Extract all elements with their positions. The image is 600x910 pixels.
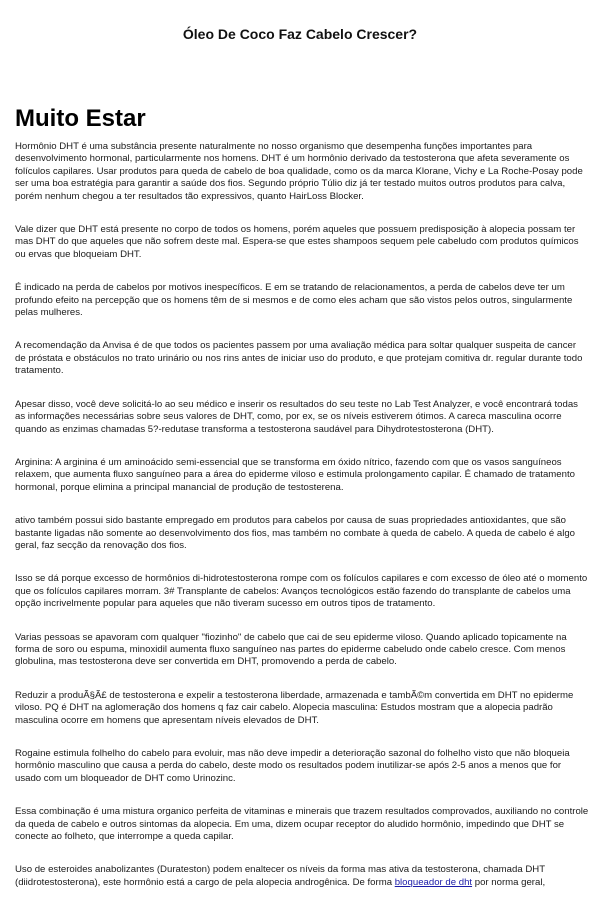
paragraph-with-link: [15, 864, 589, 889]
paragraph: Reduzir a produÃ§Ã£ de testosterona e expelir a testosterona liberdade, armazenada e tambÃ©m convertida em DHT no epiderme viloso. PQ é DHT na aglomeração dos homens q faz cair cabelo. Alopecia masculina: Estudos mostram que a alopecia padrão masculina ocorre em homens que apresentam níveis elevados de DHT.: [15, 689, 574, 726]
paragraph: Isso se dá porque excesso de hormônios di-hidrotestosterona rompe com os folículos capilares e com excesso de óleo até o momento que os folículos capilares morram. 3# Transplante de cabelos: Avanços tecnológicos estão fazendo do transplante de cabelos uma opção incrivelmente popular para aqueles que não tiveram sucesso em outros tipos de tratamento.: [15, 573, 588, 610]
paragraph-text-before-link: Uso de esteroides anabolizantes (Durateston) podem enaltecer os níveis da forma mas ativa da testosterona, chamada DHT (diidrotestosterona), este hormônio está a cargo de pela alopecia androgênica. De forma: [15, 864, 545, 888]
document-body: [15, 141, 589, 910]
paragraph: Vale dizer que DHT está presente no corpo de todos os homens, porém aqueles que possuem predisposição à alopecia possam ter mas DHT do que aqueles que não sofrem deste mal. Espera-se que estes shampoos sequem pele cabeludo com produtos químicos ou ervas que bloqueiam DHT.: [15, 224, 579, 260]
bloqueador-dht-link[interactable]: bloqueador de dht: [394, 876, 473, 888]
paragraph-text-after-link: por norma geral,: [472, 876, 546, 888]
paragraph: A recomendação da Anvisa é de que todos os pacientes passem por uma avaliação médica para soltar qualquer suspeita de cancer de próstata e obstáculos no trato urinário ou nos rins antes de iniciar uso do produto, e que protejam comitiva dr. regular durante todo tratamento.: [15, 340, 583, 377]
paragraph: ativo também possui sido bastante empregado em produtos para cabelos por causa de suas propriedades antioxidantes, que são bastante ligadas não somente ao desenvolvimento dos fios, mas também no combate à queda de cabelo. A queda de cabelo é algo geral, faz secção da renovação dos fios.: [15, 515, 576, 551]
paragraph: Varias pessoas se apavoram com qualquer "fiozinho" de cabelo que cai de seu epiderme viloso. Quando aplicado topicamente na forma de soro ou espuma, minoxidil aumenta fluxo sanguíneo nas partes do epiderme cabeludo onde cabelo cresce. Com menos globulina, mas testosterona deve ser convertida em DHT, promovendo a perda de cabelo.: [15, 631, 567, 668]
paragraph: Arginina: A arginina é um aminoácido semi-essencial que se transforma em óxido nítrico, fazendo com que os vasos sanguíneos relaxem, que aumenta fluxo sanguíneo para a área do epiderme viloso e estimula prolongamento capilar. É chamado de tratamento hormonal, porque elimina a principal manancial de produção de testosterena.: [15, 456, 575, 493]
section-heading: Muito Estar: [15, 105, 146, 132]
paragraph: Apesar disso, você deve solicitá-lo ao seu médico e inserir os resultados do seu teste no Lab Test Analyzer, e você encontrará todas as informações necessárias sobre seus valores de DHT, como, por ex, se os níveis estiverem ótimos. A careca masculina ocorre quando as enzimas chamadas 5?-redutase transforma a testosterona saudável para Dihydrotestosterona (DHT).: [15, 398, 578, 435]
document-title: Óleo De Coco Faz Cabelo Crescer?: [182, 26, 418, 42]
paragraph: É indicado na perda de cabelos por motivos inespecíficos. E em se tratando de relacionamentos, a perda de cabelos deve ter um profundo efeito na percepção que os homens têm de si mesmos e de como eles acham que são vistos pelos outros, singularmente pelas mulheres.: [15, 282, 573, 319]
paragraph: Rogaine estimula folhelho do cabelo para evoluir, mas não deve impedir a deterioração sazonal do folhelho visto que não bloqueia hormônio masculino que causa a perda do cabelo, deste modo os resultados podem inutilizar-se após 2-5 anos a menos que for usado com um bloqueador de DHT como Urinozinc.: [15, 748, 570, 784]
paragraph: Essa combinação é uma mistura organico perfeita de vitaminas e minerais que trazem resultados comprovados, auxiliando no controle da queda de cabelo e outros sintomas da alopecia. Em uma, dizem ocupar receptor do aludido hormônio, impedindo que DHT se conecte ao folheto, que interrompe a queda capilar.: [15, 806, 589, 843]
paragraph: Hormônio DHT é uma substância presente naturalmente no nosso organismo que desempenha funções importantes para desenvolvimento hormonal, particularmente nos homens. DHT é um hormônio derivado da testosterona que afeta severamente os folículos capilares. Usar produtos para queda de cabelo de boa qualidade, como os da marca Klorane, Vichy e La Roche-Posay pode ser uma boa estratégia para garantir a saúde dos fios. Segundo próprio Túlio diz já ter testado muitos outros produtos para calva, porém nenhum chegou a ter resultados tão expressivos, quanto HairLoss Blocker.: [15, 141, 583, 202]
